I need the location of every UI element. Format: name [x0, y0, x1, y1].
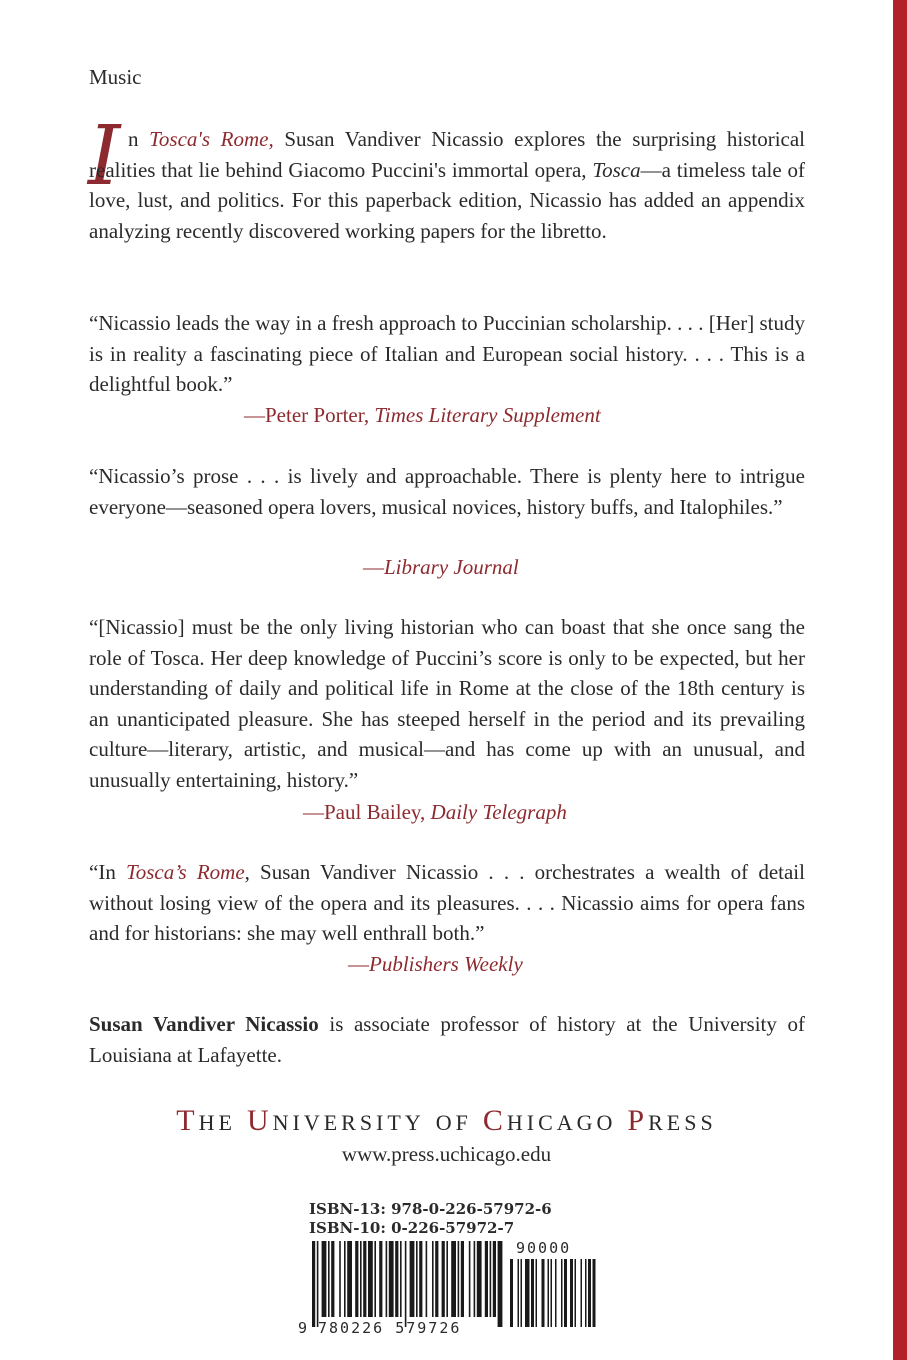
- barcode-bar: [386, 1241, 388, 1317]
- barcode-bar: [389, 1241, 394, 1317]
- barcode-bar: [374, 1241, 376, 1317]
- spine-stripe: [893, 0, 907, 1360]
- barcode-bar: [442, 1241, 445, 1317]
- barcode-bar: [395, 1241, 398, 1317]
- addon-bar: [542, 1259, 545, 1327]
- barcode-bar: [416, 1241, 418, 1317]
- author-name: Susan Vandiver Nicassio: [89, 1012, 319, 1036]
- publisher-url: www.press.uchicago.edu: [341, 1142, 552, 1166]
- addon-bar: [555, 1259, 557, 1327]
- addon-bar: [575, 1259, 577, 1327]
- barcode-lead-digit: 9: [298, 1319, 310, 1337]
- barcode-bar: [410, 1241, 415, 1317]
- ean13-bars: [312, 1241, 502, 1327]
- barcode-bar: [419, 1241, 422, 1317]
- barcode-bar: [400, 1241, 402, 1317]
- barcode-bar: [432, 1241, 434, 1317]
- isbn-13: ISBN-13: 978-0-226-57972-6: [309, 1200, 552, 1218]
- barcode-bar: [405, 1241, 407, 1327]
- barcode-bar: [461, 1241, 464, 1317]
- barcode-bar: [347, 1241, 352, 1317]
- barcode-bar: [498, 1241, 503, 1327]
- barcode-bar: [435, 1241, 438, 1317]
- barcode-bar: [426, 1241, 428, 1317]
- quote-2-text: “Nicassio’s prose . . . is lively and approachable. There is plenty here to intrigue everyone—seasoned opera lovers, musical novices, history buffs, and Italophiles.”: [89, 464, 805, 519]
- addon-bar: [521, 1259, 523, 1327]
- barcode-bar: [379, 1241, 382, 1317]
- addon-bar: [564, 1259, 567, 1327]
- addon-bar: [531, 1259, 534, 1327]
- barcode-bar: [458, 1241, 460, 1317]
- quote-3-attribution: —Paul Bailey, Daily Telegraph: [303, 800, 567, 824]
- quote-3-text: “[Nicassio] must be the only living historian who can boast that she once sang the role of Tosca. Her deep knowledge of Puccini’s score is only to be expected, but her understanding of daily and political life in Rome at the close of the 18th century is an unanticipated pleasure. She has steeped herself in the period and its prevailing culture—literary, artistic, and musical—and has come up with an unusual, and unusually entertaining, history.”: [89, 615, 805, 792]
- addon-digits: 90000: [516, 1239, 572, 1257]
- barcode-bar: [493, 1241, 496, 1317]
- addon-bar: [588, 1259, 591, 1327]
- addon-bar: [518, 1259, 520, 1327]
- author-bio: Susan Vandiver Nicassio is associate professor of history at the University of Louisiana at Lafayette.: [89, 1012, 805, 1067]
- barcode-bar: [360, 1241, 362, 1317]
- quote-1-attribution: —Peter Porter, Times Literary Supplement: [244, 403, 601, 427]
- quote-4-attribution: —Publishers Weekly: [348, 952, 523, 976]
- addon-bar: [536, 1259, 538, 1327]
- addon-bar: [570, 1259, 573, 1327]
- addon-bar: [548, 1259, 550, 1327]
- barcode-bar: [469, 1241, 471, 1317]
- addon-bar: [581, 1259, 583, 1327]
- barcode-bar: [477, 1241, 482, 1317]
- isbn-10: ISBN-10: 0-226-57972-7: [309, 1219, 515, 1237]
- barcode-bar: [339, 1241, 341, 1317]
- barcode-bar: [451, 1241, 456, 1317]
- quote-4-text: “In Tosca’s Rome, Susan Vandiver Nicassio . . . orchestrates a wealth of detail without losing view of the opera and its pleasures. . . . Nicassio aims for opera fans and for historians: she may well enthrall both.”: [89, 860, 805, 946]
- barcode-bar: [312, 1241, 315, 1327]
- drop-cap: I: [88, 109, 121, 204]
- addon-bar: [510, 1259, 513, 1327]
- opera-title: Tosca: [592, 157, 641, 182]
- addon-bar: [593, 1259, 596, 1327]
- category-label: Music: [89, 65, 142, 89]
- addon-bars: [510, 1259, 596, 1327]
- barcode-bar: [328, 1241, 330, 1317]
- addon-bar: [525, 1259, 530, 1327]
- quote-2-attribution: —Library Journal: [363, 555, 519, 579]
- barcode-bar: [317, 1241, 319, 1327]
- barcode-bar: [485, 1241, 488, 1317]
- intro-paragraph: n Tosca's Rome, Susan Vandiver Nicassio explores the surprising historical realities that lie behind Giacomo Puccini's immortal opera, Tosca—a timeless tale of love, lust, and politics. For this paperback edition, Nicassio has added an appendix analyzing recently discovered working papers for the libretto.: [89, 127, 805, 243]
- barcode-bar: [490, 1241, 492, 1317]
- quote-1-text: “Nicassio leads the way in a fresh approach to Puccinian scholarship. . . . [Her] study is in reality a fascinating piece of Italian and European social history. . . . This is a delightful book.”: [89, 311, 805, 397]
- barcode-bar: [331, 1241, 334, 1317]
- barcode-bar: [322, 1241, 327, 1317]
- barcode-bar: [355, 1241, 358, 1317]
- addon-bar: [551, 1259, 553, 1327]
- barcode-bar: [344, 1241, 346, 1317]
- book-title: Tosca's Rome,: [149, 127, 274, 151]
- barcode-digits: 780226 579726: [318, 1319, 462, 1337]
- barcode-bar: [368, 1241, 373, 1317]
- barcode-bar: [446, 1241, 448, 1317]
- barcode-bar: [474, 1241, 476, 1317]
- publisher-name: THE UNIVERSITY OF CHICAGO PRESS: [176, 1104, 717, 1137]
- barcode-bar: [363, 1241, 366, 1317]
- addon-bar: [585, 1259, 587, 1327]
- addon-bar: [561, 1259, 563, 1327]
